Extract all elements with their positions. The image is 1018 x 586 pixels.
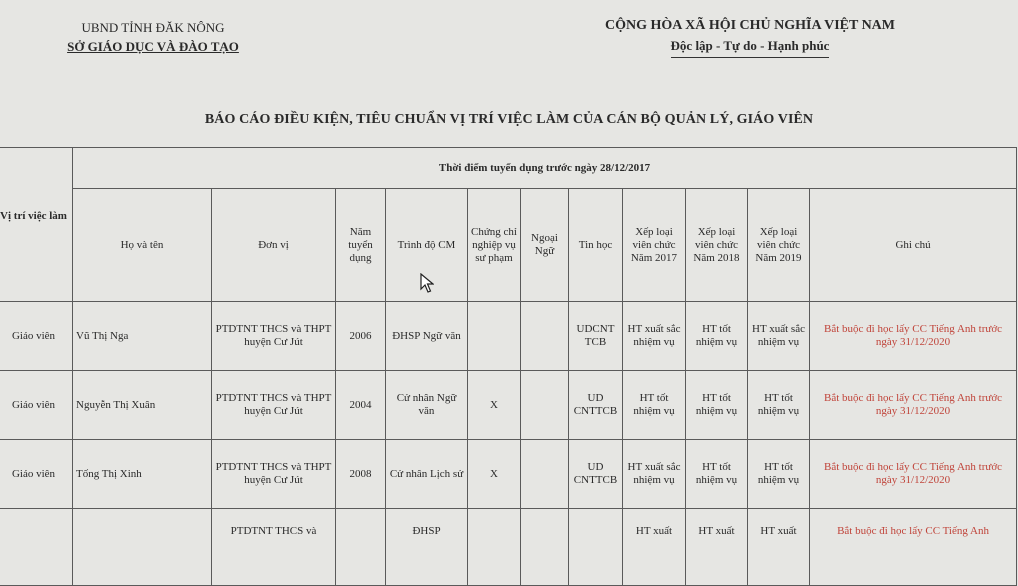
cell-it: UD CNTTCB bbox=[569, 371, 623, 440]
cell-it bbox=[569, 509, 623, 586]
report-title: BÁO CÁO ĐIỀU KIỆN, TIÊU CHUẨN VỊ TRÍ VIỆC LÀM CỦA CÁN BỘ QUẢN LÝ, GIÁO VIÊN bbox=[204, 112, 814, 127]
cell-position bbox=[0, 509, 73, 586]
cell-language bbox=[521, 371, 569, 440]
cell-rank-2017: HT xuất sắc nhiệm vụ bbox=[623, 302, 686, 371]
cell-rank-2017: HT xuất bbox=[623, 509, 686, 586]
cell-unit: PTDTNT THCS và bbox=[212, 509, 336, 586]
cell-degree: ĐHSP Ngữ văn bbox=[386, 302, 468, 371]
report-table bbox=[0, 147, 1017, 586]
col-year: Năm tuyển dụng bbox=[336, 189, 386, 302]
cell-rank-2017: HT xuất sắc nhiệm vụ bbox=[623, 440, 686, 509]
cell-unit: PTDTNT THCS và THPT huyện Cư Jút bbox=[212, 371, 336, 440]
province-name: UBND TỈNH ĐĂK NÔNG bbox=[81, 20, 225, 35]
col-name: Họ và tên bbox=[73, 189, 212, 302]
table-row bbox=[0, 371, 1017, 440]
national-motto: Độc lập - Tự do - Hạnh phúc bbox=[671, 36, 830, 58]
col-language: Ngoại Ngữ bbox=[521, 189, 569, 302]
cell-position: Giáo viên bbox=[0, 302, 73, 371]
cell-cert: X bbox=[468, 371, 521, 440]
cell-degree: Cử nhân Lịch sử bbox=[386, 440, 468, 509]
cell-position: Giáo viên bbox=[0, 371, 73, 440]
cell-name: Vũ Thị Nga bbox=[73, 302, 212, 371]
cell-year: 2008 bbox=[336, 440, 386, 509]
col-it: Tin học bbox=[569, 189, 623, 302]
col-rank-2018: Xếp loại viên chức Năm 2018 bbox=[686, 189, 748, 302]
col-note: Ghi chú bbox=[810, 189, 1017, 302]
cell-year: 2004 bbox=[336, 371, 386, 440]
table-row bbox=[0, 302, 1017, 371]
cell-unit: PTDTNT THCS và THPT huyện Cư Jút bbox=[212, 440, 336, 509]
recruitment-period: Thời điểm tuyển dụng trước ngày 28/12/2017 bbox=[73, 148, 1017, 189]
cell-name bbox=[73, 509, 212, 586]
cell-degree: Cử nhân Ngữ văn bbox=[386, 371, 468, 440]
cell-cert: X bbox=[468, 440, 521, 509]
col-position: Vị trí việc làm bbox=[0, 148, 73, 302]
cell-year: 2006 bbox=[336, 302, 386, 371]
cell-rank-2019: HT tốt nhiệm vụ bbox=[748, 440, 810, 509]
table-header-row bbox=[0, 148, 1017, 189]
table-column-headers bbox=[0, 189, 1017, 302]
cell-it: UDCNT TCB bbox=[569, 302, 623, 371]
col-rank-2019: Xếp loại viên chức Năm 2019 bbox=[748, 189, 810, 302]
mouse-pointer-icon bbox=[420, 273, 434, 293]
cell-language bbox=[521, 302, 569, 371]
cell-rank-2018: HT tốt nhiệm vụ bbox=[686, 302, 748, 371]
national-heading bbox=[560, 16, 940, 58]
cell-language bbox=[521, 509, 569, 586]
cell-name: Tống Thị Xinh bbox=[73, 440, 212, 509]
cell-rank-2019: HT xuất bbox=[748, 509, 810, 586]
cell-position: Giáo viên bbox=[0, 440, 73, 509]
cell-rank-2019: HT tốt nhiệm vụ bbox=[748, 371, 810, 440]
cell-cert bbox=[468, 509, 521, 586]
cell-language bbox=[521, 440, 569, 509]
col-rank-2017: Xếp loại viên chức Năm 2017 bbox=[623, 189, 686, 302]
cell-rank-2018: HT tốt nhiệm vụ bbox=[686, 371, 748, 440]
cell-rank-2018: HT xuất bbox=[686, 509, 748, 586]
cell-note: Bắt buộc đi học lấy CC Tiếng Anh trước ngày 31/12/2020 bbox=[810, 371, 1017, 440]
cell-note: Bắt buộc đi học lấy CC Tiếng Anh trước ngày 31/12/2020 bbox=[810, 440, 1017, 509]
col-unit: Đơn vị bbox=[212, 189, 336, 302]
cell-rank-2018: HT tốt nhiệm vụ bbox=[686, 440, 748, 509]
issuing-agency bbox=[58, 18, 248, 56]
table-row bbox=[0, 509, 1017, 586]
cell-note: Bắt buộc đi học lấy CC Tiếng Anh trước ngày 31/12/2020 bbox=[810, 302, 1017, 371]
cell-rank-2019: HT xuất sắc nhiệm vụ bbox=[748, 302, 810, 371]
cell-rank-2017: HT tốt nhiệm vụ bbox=[623, 371, 686, 440]
cell-cert bbox=[468, 302, 521, 371]
cell-it: UD CNTTCB bbox=[569, 440, 623, 509]
table-row bbox=[0, 440, 1017, 509]
col-cert: Chứng chỉ nghiệp vụ sư phạm bbox=[468, 189, 521, 302]
nation-name: CỘNG HÒA XÃ HỘI CHỦ NGHĨA VIỆT NAM bbox=[604, 18, 895, 33]
cell-unit: PTDTNT THCS và THPT huyện Cư Jút bbox=[212, 302, 336, 371]
cell-degree: ĐHSP bbox=[386, 509, 468, 586]
department-name: SỞ GIÁO DỤC VÀ ĐÀO TẠO bbox=[67, 39, 239, 54]
cell-note: Bắt buộc đi học lấy CC Tiếng Anh bbox=[810, 509, 1017, 586]
cell-year bbox=[336, 509, 386, 586]
cell-name: Nguyễn Thị Xuân bbox=[73, 371, 212, 440]
col-degree: Trình độ CM bbox=[386, 189, 468, 302]
